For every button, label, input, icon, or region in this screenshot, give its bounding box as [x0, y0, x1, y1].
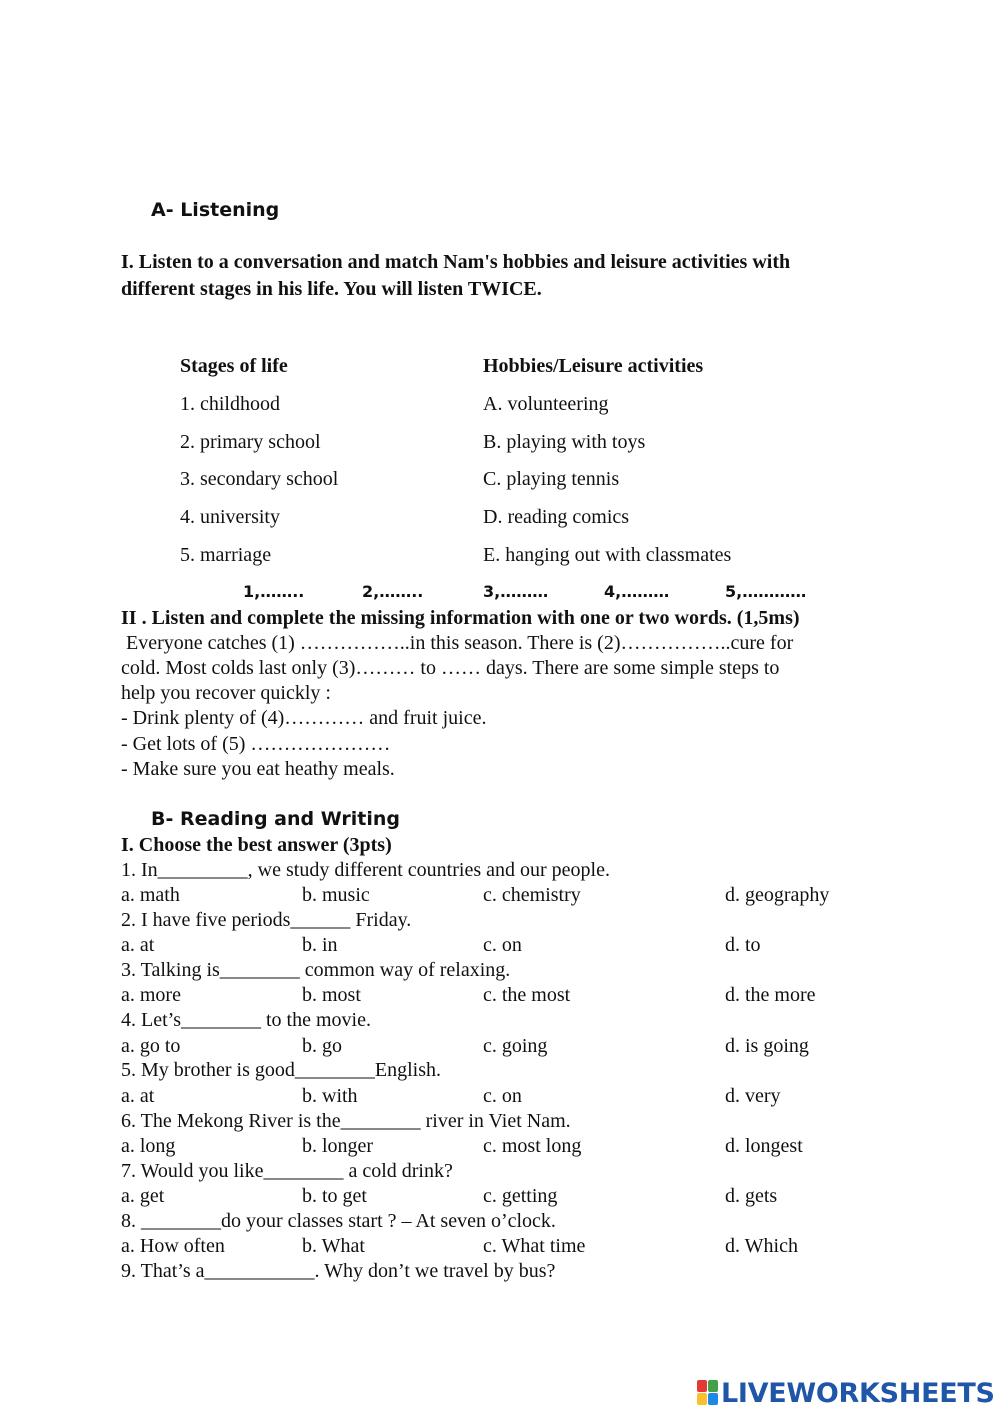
- question-text: 6. The Mekong River is the________ river in Viet Nam.: [121, 1110, 571, 1132]
- option-c[interactable]: c. chemistry: [483, 884, 581, 906]
- option-c[interactable]: c. What time: [483, 1235, 586, 1257]
- hobby-item: B. playing with toys: [483, 431, 646, 453]
- option-a[interactable]: a. at: [121, 1085, 155, 1107]
- question-text: 1. In_________, we study different countries and our people.: [121, 859, 610, 881]
- answer-blank-1[interactable]: 1,……..: [243, 582, 305, 601]
- part2-text-line: Everyone catches (1) ……………..in this season. There is (2)……………..cure for: [121, 632, 794, 654]
- option-b[interactable]: b. to get: [302, 1185, 367, 1207]
- option-c[interactable]: c. getting: [483, 1185, 558, 1207]
- option-a[interactable]: a. at: [121, 934, 155, 956]
- option-b[interactable]: b. go: [302, 1035, 342, 1057]
- hobby-item: A. volunteering: [483, 393, 609, 415]
- option-a[interactable]: a. How often: [121, 1235, 225, 1257]
- question-text: 8. ________do your classes start ? – At seven o’clock.: [121, 1210, 556, 1232]
- option-c[interactable]: c. going: [483, 1035, 548, 1057]
- question-text: 4. Let’s________ to the movie.: [121, 1009, 371, 1031]
- option-d[interactable]: d. Which: [725, 1235, 798, 1257]
- logo-tile: [697, 1393, 707, 1405]
- answer-blank-3[interactable]: 3,………: [483, 582, 549, 601]
- liveworksheets-logo-text: LIVEWORKSHEETS: [721, 1377, 995, 1409]
- option-a[interactable]: a. go to: [121, 1035, 181, 1057]
- question-text: 7. Would you like________ a cold drink?: [121, 1160, 453, 1182]
- stage-item: 4. university: [180, 506, 280, 528]
- section-a-heading: A- Listening: [151, 199, 280, 221]
- liveworksheets-logo[interactable]: [697, 1378, 995, 1408]
- option-a[interactable]: a. math: [121, 884, 180, 906]
- part2-text-line: - Drink plenty of (4)………… and fruit juice.: [121, 707, 487, 729]
- question-text: 5. My brother is good________English.: [121, 1059, 441, 1081]
- stage-item: 5. marriage: [180, 544, 272, 566]
- option-c[interactable]: c. on: [483, 1085, 522, 1107]
- answer-blank-5[interactable]: 5,…………: [725, 582, 807, 601]
- part2-text-line: - Get lots of (5) …………………: [121, 733, 391, 755]
- hobby-item: E. hanging out with classmates: [483, 544, 732, 566]
- answer-blank-2[interactable]: 2,……..: [362, 582, 424, 601]
- option-b[interactable]: b. most: [302, 984, 361, 1006]
- logo-tile: [708, 1380, 718, 1392]
- part-b1-instruction: I. Choose the best answer (3pts): [121, 834, 392, 856]
- logo-tile: [697, 1380, 707, 1392]
- hobby-item: D. reading comics: [483, 506, 630, 528]
- option-d[interactable]: d. very: [725, 1085, 781, 1107]
- option-c[interactable]: c. on: [483, 934, 522, 956]
- part2-text-line: help you recover quickly :: [121, 682, 331, 704]
- question-text: 2. I have five periods______ Friday.: [121, 909, 412, 931]
- option-c[interactable]: c. most long: [483, 1135, 582, 1157]
- hobbies-column-header: Hobbies/Leisure activities: [483, 355, 704, 377]
- stage-item: 2. primary school: [180, 431, 321, 453]
- part2-text-line: - Make sure you eat heathy meals.: [121, 758, 395, 780]
- section-b-heading: B- Reading and Writing: [151, 808, 400, 830]
- option-b[interactable]: b. in: [302, 934, 338, 956]
- answer-blank-4[interactable]: 4,………: [604, 582, 670, 601]
- option-d[interactable]: d. geography: [725, 884, 830, 906]
- option-b[interactable]: b. music: [302, 884, 370, 906]
- option-d[interactable]: d. longest: [725, 1135, 803, 1157]
- option-b[interactable]: b. with: [302, 1085, 358, 1107]
- stages-column-header: Stages of life: [180, 355, 288, 377]
- option-d[interactable]: d. the more: [725, 984, 816, 1006]
- logo-tile: [708, 1393, 718, 1405]
- part1-instruction-line2: different stages in his life. You will listen TWICE.: [121, 278, 542, 300]
- option-d[interactable]: d. gets: [725, 1185, 778, 1207]
- option-a[interactable]: a. more: [121, 984, 181, 1006]
- part2-text-line: cold. Most colds last only (3)……… to …… days. There are some simple steps to: [121, 657, 780, 679]
- option-d[interactable]: d. to: [725, 934, 761, 956]
- option-d[interactable]: d. is going: [725, 1035, 809, 1057]
- option-a[interactable]: a. get: [121, 1185, 165, 1207]
- hobby-item: C. playing tennis: [483, 468, 620, 490]
- question-text: 9. That’s a___________. Why don’t we travel by bus?: [121, 1260, 556, 1282]
- part1-instruction-line1: I. Listen to a conversation and match Nam's hobbies and leisure activities with: [121, 251, 791, 273]
- option-b[interactable]: b. longer: [302, 1135, 374, 1157]
- question-text: 3. Talking is________ common way of relaxing.: [121, 959, 511, 981]
- part2-instruction: II . Listen and complete the missing information with one or two words. (1,5ms): [121, 607, 800, 629]
- stage-item: 3. secondary school: [180, 468, 339, 490]
- stage-item: 1. childhood: [180, 393, 280, 415]
- option-b[interactable]: b. What: [302, 1235, 365, 1257]
- liveworksheets-logo-icon: [697, 1380, 719, 1406]
- option-c[interactable]: c. the most: [483, 984, 571, 1006]
- option-a[interactable]: a. long: [121, 1135, 176, 1157]
